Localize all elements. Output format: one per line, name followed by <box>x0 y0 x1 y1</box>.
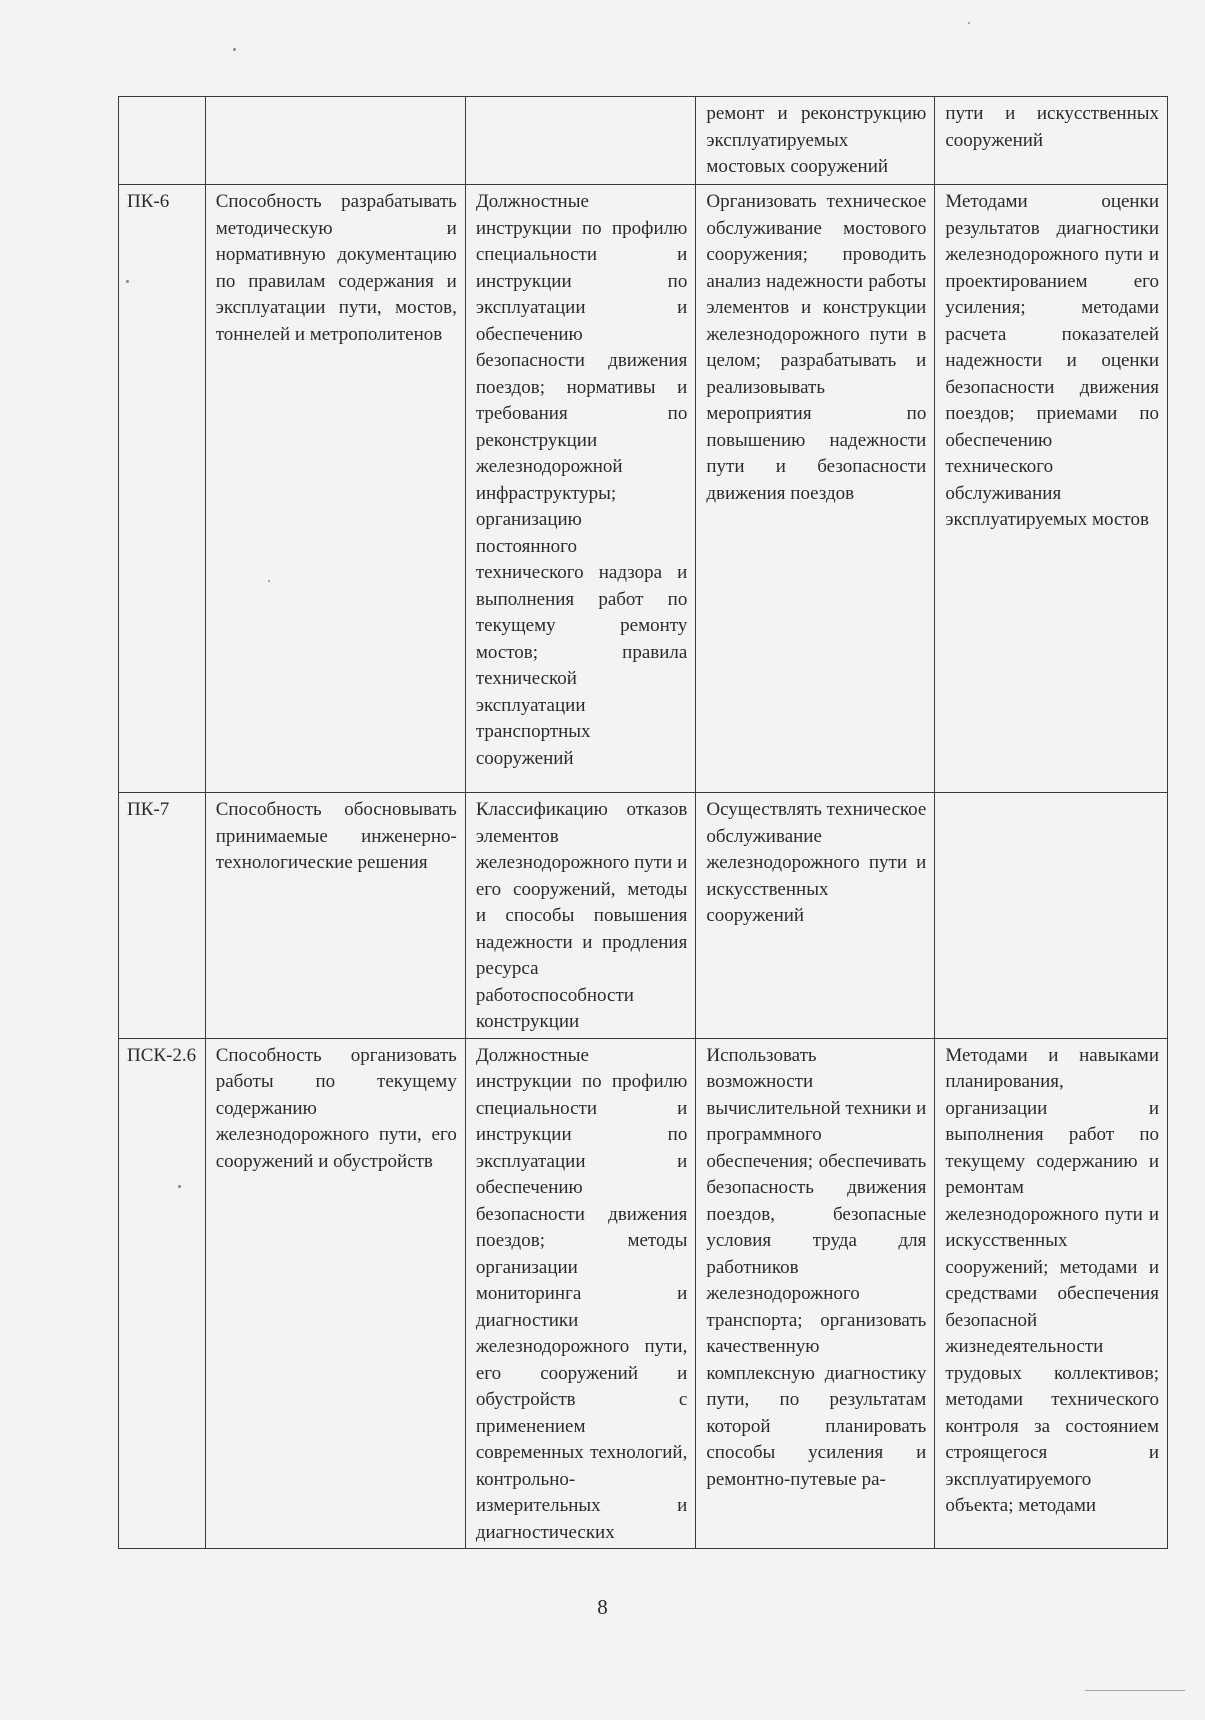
competence-description: Способность разрабатывать методическую и нормативную документацию по правилам содержания и эксплуатации пути, мостов, тоннелей и метрополитенов <box>205 185 465 793</box>
competence-code: ПК-6 <box>119 185 206 793</box>
mastery-cell: Методами оценки результатов диагностики железнодорожного пути и проектированием его усиления; методами расчета показателей надежности и оценки безопасности движения поездов; приемами по обеспечению технического обслуживания эксплуатируемых мостов <box>935 185 1168 793</box>
skills-cell: Осуществлять техническое обслуживание железнодорожного пути и искусственных сооружений <box>696 793 935 1039</box>
table-row <box>119 1038 1168 1549</box>
competence-table <box>118 96 1168 1549</box>
knowledge-cell: Должностные инструкции по профилю специальности и инструкции по эксплуатации и обеспечению безопасности движения поездов; методы организации мониторинга и диагностики железнодорожного пути, его сооружений и обустройств с применением современных технологий, контрольно-измерительных и диагностических <box>465 1038 696 1549</box>
table-row <box>119 97 1168 185</box>
table-row <box>119 793 1168 1039</box>
cell-skills-continued: ремонт и реконструкцию эксплуатируемых мостовых сооружений <box>696 97 935 185</box>
skills-cell: Организовать техническое обслуживание мостового сооружения; проводить анализ надежности работы элементов и конструкции железнодорожного пути в целом; разрабатывать и реализовывать мероприятия по повышению надежности пути и безопасности движения поездов <box>696 185 935 793</box>
scan-edge-line <box>1085 1690 1185 1691</box>
cell-empty <box>119 97 206 185</box>
scan-speck <box>968 22 970 24</box>
knowledge-cell: Классификацию отказов элементов железнодорожного пути и его сооружений, методы и способы повышения надежности и продления ресурса работоспособности конструкции <box>465 793 696 1039</box>
competence-code: ПК-7 <box>119 793 206 1039</box>
table-row <box>119 185 1168 793</box>
skills-cell: Использовать возможности вычислительной техники и программного обеспечения; обеспечивать безопасность движения поездов, безопасные условия труда для работников железнодорожного транспорта; организовать качественную комплексную диагностику пути, по результатам которой планировать способы усиления и ремонтно-путевые ра- <box>696 1038 935 1549</box>
competence-description: Способность обосновывать принимаемые инженерно-технологические решения <box>205 793 465 1039</box>
cell-mastery-continued: пути и искусственных сооружений <box>935 97 1168 185</box>
page-number: 8 <box>597 1595 608 1619</box>
mastery-cell: Методами и навыками планирования, организации и выполнения работ по текущему содержанию и ремонтам железнодорожного пути и искусственных сооружений; методами и средствами обеспечения безопасной жизнедеятельности трудовых коллективов; методами технического контроля за состоянием строящегося и эксплуатируемого объекта; методами <box>935 1038 1168 1549</box>
competence-code: ПСК-2.6 <box>119 1038 206 1549</box>
cell-empty <box>465 97 696 185</box>
scan-speck <box>233 48 236 51</box>
competence-description: Способность организовать работы по текущему содержанию железнодорожного пути, его сооружений и обустройств <box>205 1038 465 1549</box>
knowledge-cell: Должностные инструкции по профилю специальности и инструкции по эксплуатации и обеспечению безопасности движения поездов; нормативы и требования по реконструкции железнодорожной инфраструктуры; организацию постоянного технического надзора и выполнения работ по текущему ремонту мостов; правила технической эксплуатации транспортных сооружений <box>465 185 696 793</box>
mastery-cell <box>935 793 1168 1039</box>
cell-empty <box>205 97 465 185</box>
